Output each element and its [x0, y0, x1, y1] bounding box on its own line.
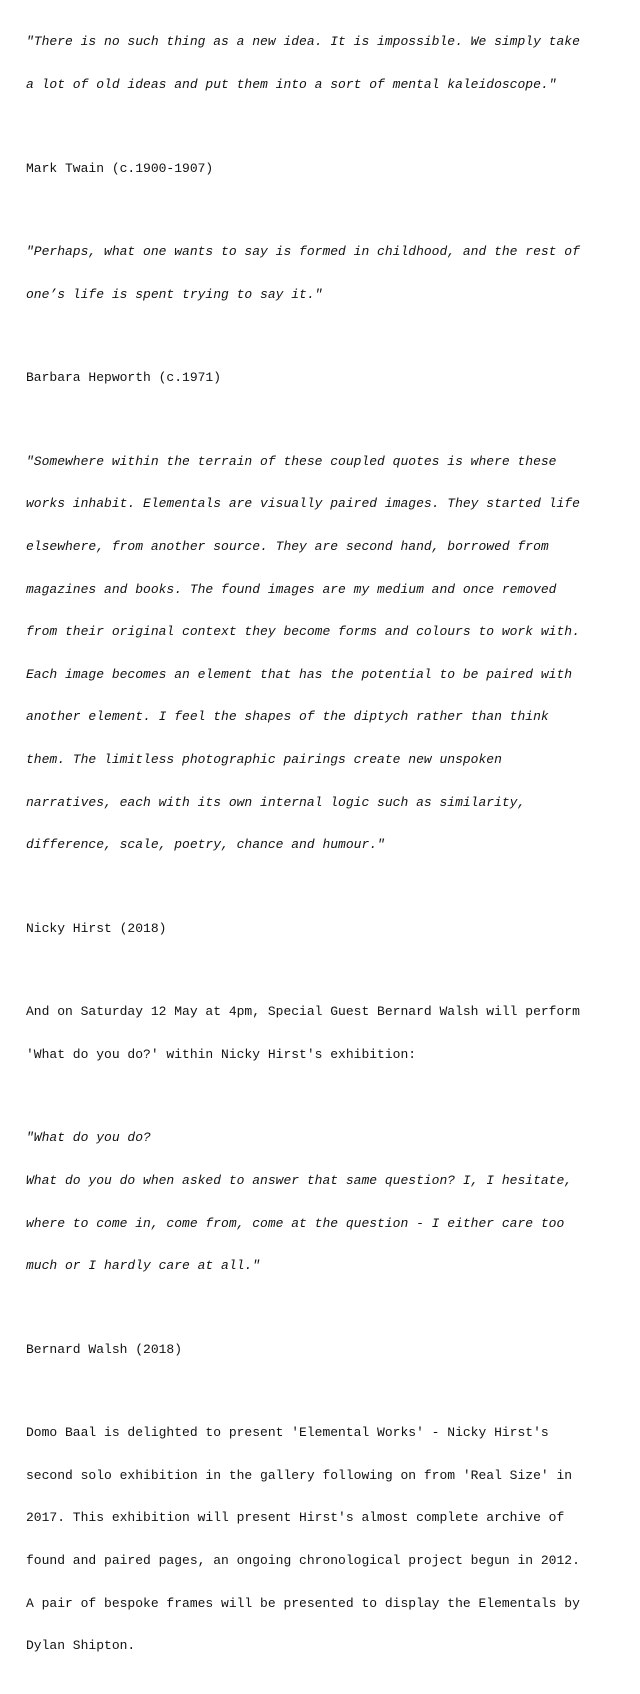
quote-nicky-hirst — [26, 426, 626, 881]
attribution-mark-twain — [26, 133, 626, 204]
text-line: Nicky Hirst (2018) — [26, 920, 167, 936]
text-line: "There is no such thing as a new idea. It is impossible. We simply take — [26, 34, 580, 50]
document-body — [26, 7, 626, 1694]
text-line: "What do you do? — [26, 1130, 151, 1146]
quote-barbara-hepworth — [26, 217, 626, 331]
text-line: A pair of bespoke frames will be presented to display the Elementals by — [26, 1595, 580, 1611]
attribution-nicky-hirst — [26, 893, 626, 964]
text-line: much or I hardly care at all." — [26, 1258, 261, 1274]
text-line: where to come in, come from, come at the question - I either care too — [26, 1215, 565, 1231]
text-line: narratives, each with its own internal logic such as similarity, — [26, 794, 526, 810]
text-line: Dylan Shipton. — [26, 1638, 136, 1654]
quote-mark-twain — [26, 7, 626, 121]
text-line: works inhabit. Elementals are visually paired images. They started life — [26, 496, 580, 512]
text-line: Barbara Hepworth (c.1971) — [26, 370, 222, 386]
text-line: magazines and books. The found images are my medium and once removed — [26, 581, 557, 597]
quote-bernard-walsh — [26, 1103, 626, 1302]
text-line: And on Saturday 12 May at 4pm, Special Guest Bernard Walsh will perform — [26, 1004, 580, 1020]
text-line: them. The limitless photographic pairings create new unspoken — [26, 751, 502, 767]
text-line: 2017. This exhibition will present Hirst's almost complete archive of — [26, 1510, 565, 1526]
text-line: difference, scale, poetry, chance and humour." — [26, 837, 385, 853]
attribution-barbara-hepworth — [26, 343, 626, 414]
text-line: Bernard Walsh (2018) — [26, 1341, 183, 1357]
text-line: Each image becomes an element that has the potential to be paired with — [26, 666, 573, 682]
attribution-bernard-walsh — [26, 1314, 626, 1385]
text-line: from their original context they become forms and colours to work with. — [26, 624, 580, 640]
text-line: elsewhere, from another source. They are second hand, borrowed from — [26, 538, 549, 554]
text-line: found and paired pages, an ongoing chronological project begun in 2012. — [26, 1553, 580, 1569]
text-line: 'What do you do?' within Nicky Hirst's exhibition: — [26, 1046, 417, 1062]
text-line: another element. I feel the shapes of the diptych rather than think — [26, 709, 549, 725]
text-line: "Perhaps, what one wants to say is formed in childhood, and the rest of — [26, 244, 580, 260]
paragraph-exhibition-description — [26, 1398, 626, 1682]
text-line: Domo Baal is delighted to present 'Elemental Works' - Nicky Hirst's — [26, 1425, 549, 1441]
paragraph-performance-announcement — [26, 977, 626, 1091]
text-line: second solo exhibition in the gallery following on from 'Real Size' in — [26, 1467, 573, 1483]
text-line: "Somewhere within the terrain of these coupled quotes is where these — [26, 453, 557, 469]
text-line: one’s life is spent trying to say it." — [26, 286, 323, 302]
text-line: Mark Twain (c.1900-1907) — [26, 160, 214, 176]
text-line: a lot of old ideas and put them into a sort of mental kaleidoscope." — [26, 77, 557, 93]
text-line: What do you do when asked to answer that same question? I, I hesitate, — [26, 1172, 573, 1188]
